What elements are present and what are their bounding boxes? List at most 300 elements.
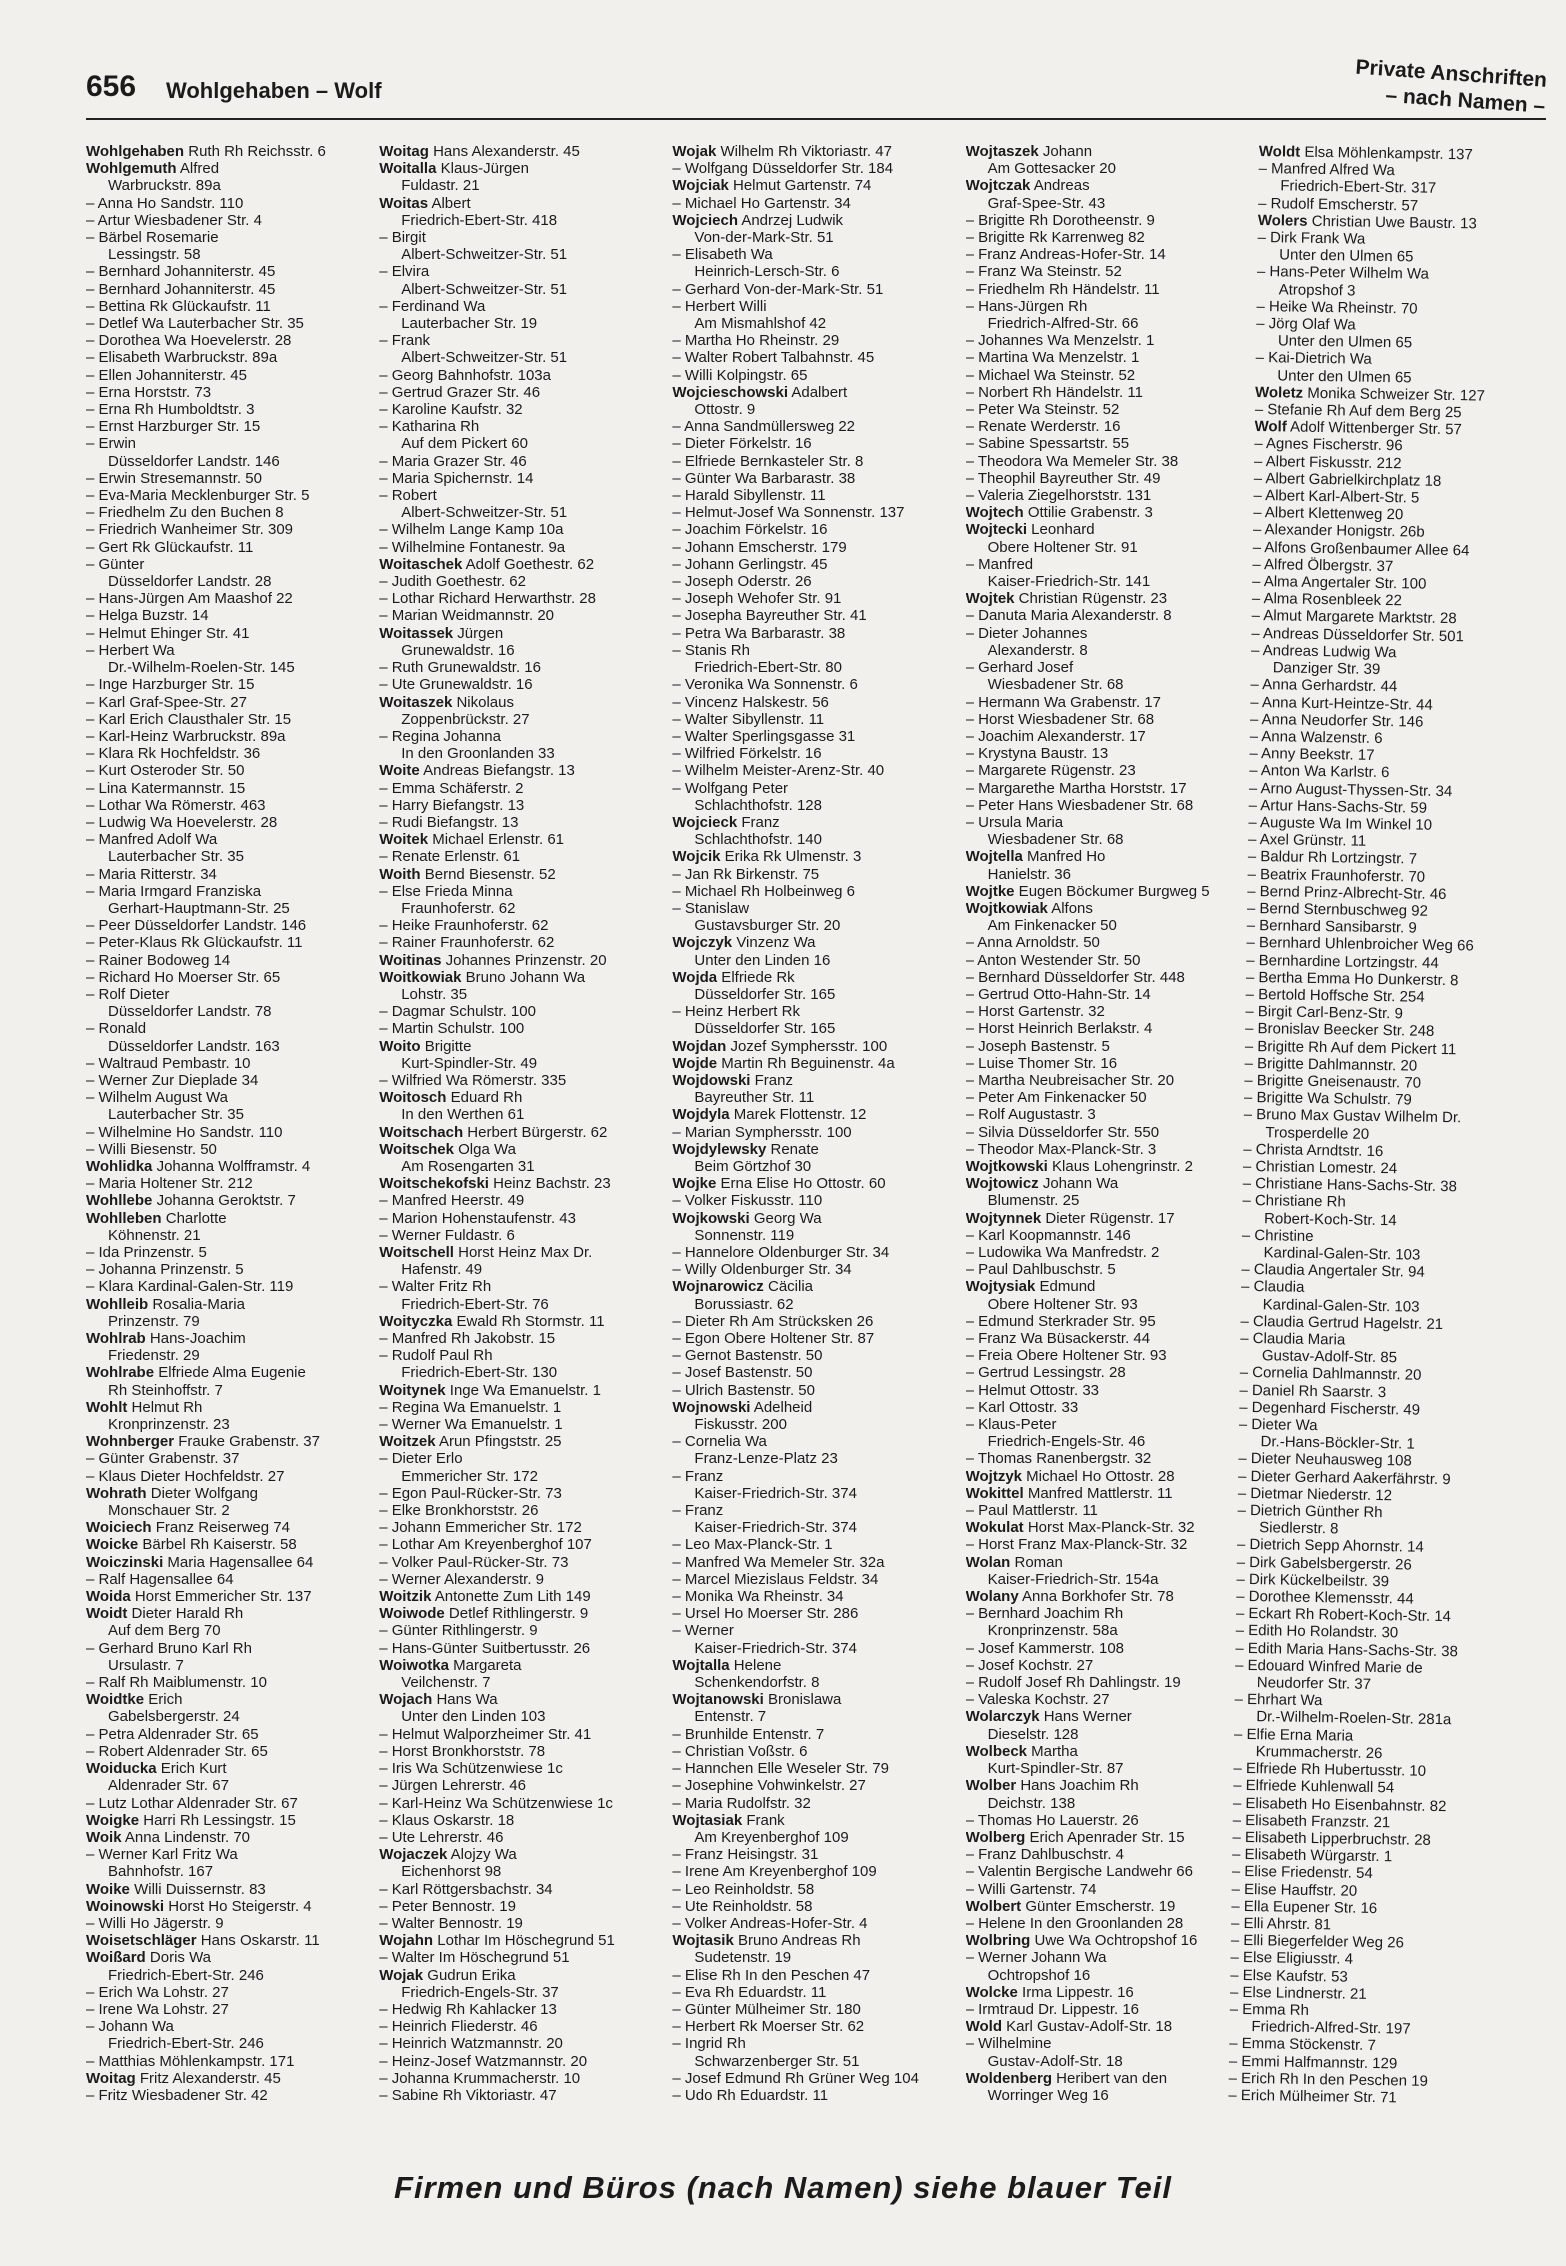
entry-text: – Daniel Rh Saarstr. 3	[1239, 1381, 1387, 1401]
entry-text: Erika Rk Ulmenstr. 3	[720, 848, 862, 866]
entry-surname: Wojciak	[672, 177, 729, 195]
entry-text: – Friedhelm Zu den Buchen 8	[86, 504, 284, 522]
directory-entry	[86, 349, 373, 366]
entry-text: Aldenrader Str. 67	[108, 1777, 229, 1795]
entry-surname: Wojdan	[672, 1037, 727, 1055]
directory-entry	[672, 556, 959, 573]
directory-entry	[672, 1915, 959, 1932]
entry-surname: Wojtke	[965, 882, 1015, 900]
directory-entry	[672, 349, 959, 366]
directory-entry	[379, 1743, 666, 1760]
entry-text: Margareta	[448, 1656, 522, 1674]
entry-text: – Horst Wiesbadener Str. 68	[965, 710, 1155, 728]
entry-text: – Claudia Gertrud Hagelstr. 21	[1240, 1312, 1444, 1333]
entry-text: – Erwin Stresemannstr. 50	[86, 469, 262, 487]
directory-entry	[379, 281, 666, 298]
entry-text: Helene	[729, 1656, 782, 1674]
entry-text: – Hedwig Rh Kahlacker 13	[379, 2000, 557, 2018]
section-title	[1353, 55, 1548, 120]
directory-entry	[672, 625, 959, 642]
directory-entry	[672, 2053, 959, 2070]
entry-text: – Petra Aldenrader Str. 65	[86, 1725, 259, 1743]
entry-text: – Bernhard Johanniterstr. 45	[86, 263, 276, 281]
directory-entry	[379, 1296, 666, 1313]
entry-text: – Elfriede Rh Hubertusstr. 10	[1233, 1759, 1426, 1780]
entry-text: – Regina Wa Emanuelstr. 1	[379, 1398, 562, 1416]
entry-text: – Erna Rh Humboldtstr. 3	[86, 401, 255, 419]
directory-entry	[86, 212, 373, 229]
entry-text: Hans Oskarstr. 11	[196, 1932, 320, 1950]
entry-text: Unter den Ulmen 65	[1277, 332, 1413, 352]
directory-entry	[86, 642, 373, 659]
entry-surname: Woinowski	[86, 1897, 165, 1915]
entry-surname: Wolbring	[965, 1932, 1031, 1950]
entry-text: Robert-Koch-Str. 14	[1263, 1209, 1397, 1229]
entry-text: – Dieter Förkelstr. 16	[672, 435, 812, 453]
directory-entry	[672, 1347, 959, 1364]
entry-text: – Dieter Rh Am Strücksken 26	[672, 1312, 874, 1330]
directory-entry	[86, 1691, 373, 1708]
directory-entry	[379, 1055, 666, 1072]
directory-entry	[966, 1468, 1253, 1485]
directory-entry	[672, 504, 959, 521]
entry-text: – Ehrhart Wa	[1234, 1691, 1323, 1710]
entry-text: – Valeria Ziegelhorststr. 131	[965, 487, 1152, 505]
entry-text: Helmut Rh	[127, 1398, 203, 1416]
entry-text: – Dirk Kückelbeilstr. 39	[1236, 1570, 1389, 1591]
directory-entry	[966, 1106, 1253, 1123]
entry-text: – Klaus Dieter Hochfeldstr. 27	[86, 1467, 285, 1485]
entry-text: Friedrich-Ebert-Str. 246	[108, 1966, 264, 1984]
entry-text: – Brunhilde Entenstr. 7	[672, 1725, 825, 1743]
entry-text: Charlotte	[161, 1209, 227, 1227]
entry-text: Lauterbacher Str. 19	[401, 315, 538, 333]
directory-entry	[966, 367, 1253, 384]
entry-text: – Wolfgang Düsseldorfer Str. 184	[672, 160, 894, 178]
entry-text: – Albert Karl-Albert-Str. 5	[1253, 487, 1420, 507]
entry-text: – Eva-Maria Mecklenburger Str. 5	[86, 487, 310, 505]
entry-text: – Dorothee Klemensstr. 44	[1235, 1587, 1414, 1608]
directory-entry	[1228, 2087, 1515, 2109]
directory-entry	[966, 1210, 1253, 1227]
directory-entry	[379, 367, 666, 384]
entry-text: – Michael Rh Holbeinweg 6	[672, 882, 856, 900]
entry-text: – Rainer Fraunhoferstr. 62	[379, 934, 555, 952]
directory-entry	[966, 1347, 1253, 1364]
entry-text: – Ruth Grunewaldstr. 16	[379, 659, 541, 677]
directory-entry	[86, 1468, 373, 1485]
entry-text: – Bernd Prinz-Albrecht-Str. 46	[1246, 882, 1447, 903]
directory-entry	[966, 1932, 1253, 1949]
entry-text: – Günter Mülheimer Str. 180	[672, 2000, 861, 2018]
entry-text: – Waltraud Pembastr. 10	[86, 1054, 251, 1072]
directory-entry	[966, 694, 1253, 711]
directory-entry	[672, 1399, 959, 1416]
directory-entry	[966, 573, 1253, 590]
entry-text: Am Kreyenberghof 109	[694, 1828, 849, 1846]
entry-text: – Friedrich Wanheimer Str. 309	[86, 521, 294, 539]
directory-entry	[966, 1089, 1253, 1106]
entry-text: – Bettina Rk Glückaufstr. 11	[86, 297, 271, 315]
directory-entry	[966, 1020, 1253, 1037]
directory-entry	[86, 1296, 373, 1313]
entry-text: Brigitte	[420, 1037, 472, 1055]
directory-entry	[672, 1038, 959, 1055]
entry-text: Jürgen	[453, 624, 504, 642]
directory-entry	[379, 1227, 666, 1244]
entry-text: – Heinz-Josef Watzmannstr. 20	[379, 2052, 588, 2070]
directory-entry	[966, 2035, 1253, 2052]
directory-entry	[672, 332, 959, 349]
entry-text: – Dieter Neuhausweg 108	[1238, 1450, 1412, 1470]
entry-text: Michael Ho Ottostr. 28	[1022, 1467, 1175, 1485]
entry-text: – Horst Franz Max-Planck-Str. 32	[965, 1536, 1188, 1554]
entry-text: – Helene In den Groonlanden 28	[965, 1914, 1184, 1932]
directory-entry	[966, 1450, 1253, 1467]
entry-text: – Hannelore Oldenburger Str. 34	[672, 1244, 890, 1261]
directory-entry	[379, 1141, 666, 1158]
directory-entry	[672, 1708, 959, 1725]
entry-text: – Brigitte Rh Auf dem Pickert 11	[1244, 1037, 1457, 1058]
entry-text: Harri Rh Lessingstr. 15	[139, 1811, 296, 1829]
directory-entry	[379, 1898, 666, 1915]
directory-entry	[966, 1382, 1253, 1399]
entry-text: Vinzenz Wa	[732, 934, 816, 952]
entry-text: – Josephine Vohwinkelstr. 27	[672, 1777, 866, 1795]
entry-text: Friedrich-Engels-Str. 37	[401, 1983, 559, 2001]
entry-surname: Woiwotka	[379, 1656, 449, 1674]
entry-text: Frauke Grabenstr. 37	[174, 1433, 320, 1451]
directory-entry	[672, 487, 959, 504]
entry-text: Erna Elise Ho Ottostr. 60	[716, 1175, 886, 1193]
entry-text: – Maria Ritterstr. 34	[86, 865, 217, 883]
entry-surname: Woitkowiak	[379, 968, 462, 986]
entry-text: – Dietrich Sepp Ahornstr. 14	[1236, 1536, 1424, 1557]
directory-entry	[379, 1846, 666, 1863]
header-rule	[86, 118, 1546, 120]
entry-surname: Wojke	[672, 1175, 717, 1193]
directory-entry	[379, 1726, 666, 1743]
entry-surname: Wojtella	[965, 848, 1023, 866]
entry-text: – Bertold Hoffsche Str. 254	[1245, 985, 1425, 1006]
directory-entry	[379, 332, 666, 349]
entry-surname: Wohnberger	[86, 1433, 175, 1451]
directory-entry	[86, 315, 373, 332]
directory-entry	[966, 263, 1253, 280]
entry-text: Christian Uwe Baustr. 13	[1307, 212, 1477, 233]
entry-text: – Josef Bastenstr. 50	[672, 1364, 813, 1382]
entry-text: – Paul Dahlbuschstr. 5	[965, 1261, 1116, 1279]
entry-text: – Volker Andreas-Hofer-Str. 4	[672, 1914, 868, 1932]
entry-text: – Franz Wa Büsackerstr. 44	[965, 1330, 1151, 1348]
directory-entry	[86, 1554, 373, 1571]
directory-entry	[966, 1416, 1253, 1433]
entry-text: – Dieter Gerhard Aakerfährstr. 9	[1237, 1467, 1451, 1488]
directory-entry	[379, 1829, 666, 1846]
entry-text: Andreas Biefangstr. 13	[419, 762, 575, 780]
entry-text: Eugen Böckumer Burgweg 5	[1014, 882, 1210, 900]
entry-text: – Auguste Wa Im Winkel 10	[1248, 813, 1432, 834]
directory-entry	[379, 349, 666, 366]
directory-entry	[86, 694, 373, 711]
entry-text: – Josef Kochstr. 27	[965, 1656, 1094, 1674]
directory-column-3	[672, 143, 959, 2143]
directory-entry	[672, 900, 959, 917]
entry-text: Gustavsburger Str. 20	[694, 917, 841, 935]
directory-entry	[86, 1106, 373, 1123]
entry-text: – Johann Gerlingstr. 45	[672, 555, 828, 573]
directory-entry	[966, 1726, 1253, 1743]
directory-entry	[966, 1967, 1253, 1984]
entry-text: – Heinrich Fliederstr. 46	[379, 2018, 538, 2036]
directory-entry	[672, 1175, 959, 1192]
entry-surname: Wojda	[672, 968, 718, 986]
directory-entry	[379, 1536, 666, 1553]
directory-entry	[86, 160, 373, 177]
directory-entry	[672, 1984, 959, 2001]
entry-text: Bruno Andreas Rh	[733, 1932, 861, 1950]
directory-entry	[86, 332, 373, 349]
entry-text: – Walter Robert Talbahnstr. 45	[672, 349, 875, 367]
entry-text: Düsseldorfer Str. 165	[694, 985, 836, 1003]
directory-entry	[379, 2035, 666, 2052]
directory-entry	[672, 401, 959, 418]
entry-text: Elfriede Rk	[717, 968, 795, 986]
entry-text: Auf dem Pickert 60	[401, 435, 528, 453]
entry-surname: Wojdylewsky	[672, 1140, 767, 1158]
directory-entry	[672, 814, 959, 831]
entry-surname: Wojtysiak	[965, 1278, 1036, 1296]
directory-entry	[966, 1072, 1253, 1089]
entry-text: Heinrich-Lersch-Str. 6	[694, 263, 840, 281]
entry-text: – Heinz Herbert Rk	[672, 1003, 800, 1021]
entry-surname: Wohlleib	[86, 1295, 149, 1313]
entry-text: Eichenhorst 98	[401, 1863, 502, 1881]
directory-entry	[379, 762, 666, 779]
directory-entry	[86, 229, 373, 246]
directory-entry	[379, 1984, 666, 2001]
entry-text: – Hermann Wa Grabenstr. 17	[965, 693, 1161, 711]
directory-entry	[379, 900, 666, 917]
entry-surname: Woitek	[379, 831, 429, 849]
directory-entry	[86, 986, 373, 1003]
entry-text: Edmund	[1035, 1278, 1096, 1296]
directory-entry	[672, 1330, 959, 1347]
entry-surname: Wojtczak	[965, 177, 1031, 195]
directory-entry	[379, 1915, 666, 1932]
entry-text: Trosperdelle 20	[1265, 1123, 1370, 1143]
entry-surname: Wolan	[965, 1553, 1011, 1571]
directory-entry	[672, 676, 959, 693]
entry-text: – Volker Fiskusstr. 110	[672, 1192, 823, 1210]
directory-entry	[672, 1227, 959, 1244]
directory-entry	[966, 521, 1253, 538]
directory-entry	[672, 315, 959, 332]
directory-entry	[379, 814, 666, 831]
entry-surname: Wojaczek	[379, 1846, 448, 1864]
entry-text: – Peter Wa Steinstr. 52	[965, 401, 1120, 419]
directory-entry	[86, 1278, 373, 1295]
directory-entry	[966, 934, 1253, 951]
entry-text: – Joachim Alexanderstr. 17	[965, 727, 1146, 745]
entry-text: – Günter Rithlingerstr. 9	[379, 1622, 538, 1640]
directory-entry	[966, 883, 1253, 900]
entry-text: Erich Kurt	[156, 1760, 227, 1778]
directory-entry	[86, 590, 373, 607]
directory-entry	[966, 1674, 1253, 1691]
entry-text: – Birgit Carl-Benz-Str. 9	[1245, 1003, 1403, 1023]
entry-text: Franz Reiserweg 74	[151, 1519, 290, 1537]
directory-entry	[379, 1347, 666, 1364]
directory-entry	[86, 1622, 373, 1639]
directory-entry	[86, 1519, 373, 1536]
entry-surname: Wohlt	[86, 1398, 128, 1416]
directory-entry	[86, 1846, 373, 1863]
entry-surname: Wolany	[965, 1588, 1019, 1606]
entry-text: – Elisabeth Würgarstr. 1	[1231, 1845, 1393, 1866]
directory-entry	[86, 1829, 373, 1846]
directory-entry	[86, 1743, 373, 1760]
entry-text: Emmericher Str. 172	[401, 1467, 538, 1485]
entry-text: – Wilfried Wa Römerstr. 335	[379, 1071, 567, 1089]
directory-entry	[86, 1313, 373, 1330]
directory-entry	[379, 1502, 666, 1519]
entry-surname: Woitschek	[379, 1140, 454, 1158]
entry-text: – Martin Schulstr. 100	[379, 1020, 525, 1038]
entry-text: – Christian Lomestr. 24	[1242, 1157, 1398, 1178]
directory-entry	[672, 1072, 959, 1089]
entry-text: – Helmut Ottostr. 33	[965, 1381, 1099, 1399]
entry-text: Alfred	[176, 160, 220, 178]
entry-text: Horst Emmericher Str. 137	[130, 1588, 312, 1606]
directory-entry	[966, 1485, 1253, 1502]
directory-entry	[86, 1726, 373, 1743]
entry-text: – Marcel Miezislaus Feldstr. 34	[672, 1570, 879, 1588]
entry-text: – Lina Katermannstr. 15	[86, 779, 246, 797]
directory-entry	[86, 1433, 373, 1450]
entry-text: Schlachthofstr. 128	[694, 796, 822, 814]
directory-entry	[966, 1640, 1253, 1657]
directory-entry	[379, 831, 666, 848]
directory-entry	[379, 315, 666, 332]
entry-text: – Petra Wa Barbarastr. 38	[672, 624, 846, 642]
directory-entry	[966, 246, 1253, 263]
entry-text: – Lothar Am Kreyenberghof 107	[379, 1536, 592, 1554]
entry-text: – Thomas Ho Lauerstr. 26	[965, 1811, 1139, 1829]
entry-text: Horst Heinz Max Dr.	[453, 1244, 593, 1261]
entry-text: – Klara Rk Hochfeldstr. 36	[86, 745, 261, 763]
directory-entry	[672, 229, 959, 246]
directory-entry	[86, 2018, 373, 2035]
entry-text: – Bronislav Beecker Str. 248	[1244, 1020, 1435, 1041]
entry-text: – Gerhard Josef	[965, 659, 1074, 677]
directory-entry	[966, 1743, 1253, 1760]
directory-entry	[672, 1141, 959, 1158]
directory-entry	[672, 1485, 959, 1502]
directory-entry	[379, 1881, 666, 1898]
entry-text: – Kai-Dietrich Wa	[1255, 349, 1372, 369]
entry-text: – Joseph Bastenstr. 5	[965, 1037, 1110, 1055]
entry-text: – Karl-Heinz Warbruckstr. 89a	[86, 727, 286, 745]
entry-text: – Johannes Wa Menzelstr. 1	[965, 332, 1155, 350]
entry-text: Herbert Bürgerstr. 62	[463, 1123, 608, 1141]
directory-entry	[379, 2053, 666, 2070]
directory-entry	[672, 1863, 959, 1880]
entry-text: – Cornelia Dahlmannstr. 20	[1239, 1364, 1422, 1385]
entry-text: – Sabine Spessartstr. 55	[965, 435, 1130, 453]
entry-text: Michael Erlenstr. 61	[428, 831, 565, 849]
entry-text: Hans Joachim Rh	[1016, 1777, 1139, 1795]
directory-entry	[379, 1433, 666, 1450]
entry-text: – Theodor Max-Planck-Str. 3	[965, 1140, 1157, 1158]
directory-entry	[379, 160, 666, 177]
entry-text: – Hans-Jürgen Rh	[965, 297, 1088, 315]
directory-entry	[672, 195, 959, 212]
directory-entry	[86, 711, 373, 728]
entry-text: Manfred Mattlerstr. 11	[1023, 1484, 1173, 1502]
directory-entry	[966, 780, 1253, 797]
entry-text: – Anna Arnoldstr. 50	[965, 934, 1100, 952]
entry-text: Franz-Lenze-Platz 23	[694, 1450, 838, 1468]
directory-entry	[672, 1278, 959, 1295]
entry-surname: Woitynek	[379, 1381, 446, 1399]
entry-surname: Woik	[86, 1828, 122, 1846]
entry-text: Alojzy Wa	[447, 1846, 517, 1864]
entry-text: Adolf Wittenberger Str. 57	[1286, 418, 1462, 439]
entry-text: Wiesbadener Str. 68	[987, 831, 1124, 849]
directory-entry	[86, 1932, 373, 1949]
directory-entry	[86, 143, 373, 160]
directory-entry	[86, 1777, 373, 1794]
entry-text: – Brigitte Dahlmannstr. 20	[1244, 1054, 1418, 1075]
directory-entry	[672, 659, 959, 676]
section-title-line1: Private Anschriften	[1355, 55, 1548, 92]
directory-entry	[966, 556, 1253, 573]
entry-surname: Wojtowicz	[965, 1175, 1039, 1193]
entry-text: – Edmund Sterkrader Str. 95	[965, 1312, 1156, 1330]
directory-entry	[672, 1691, 959, 1708]
entry-text: Heribert van den	[1052, 2069, 1168, 2087]
entry-text: – Irene Am Kreyenberghof 109	[672, 1863, 877, 1881]
entry-surname: Wojtanowski	[672, 1691, 764, 1709]
entry-text: Alfons	[1047, 899, 1093, 917]
entry-text: Karl Gustav-Adolf-Str. 18	[1002, 2018, 1173, 2036]
entry-text: – Alexander Honigstr. 26b	[1252, 521, 1425, 542]
entry-text: – Karl-Heinz Wa Schützenwiese 1c	[379, 1794, 613, 1812]
directory-entry	[966, 212, 1253, 229]
entry-text: – Birgit	[379, 229, 426, 247]
entry-text: – Peer Düsseldorfer Landstr. 146	[86, 917, 307, 935]
entry-text: – Renate Erlenstr. 61	[379, 848, 521, 866]
entry-text: – Rudolf Emscherstr. 57	[1257, 194, 1419, 215]
directory-entry	[966, 969, 1253, 986]
entry-text: – Josepha Bayreuther Str. 41	[672, 607, 867, 625]
entry-text: – Alma Angertaler Str. 100	[1251, 573, 1427, 593]
directory-entry	[966, 1227, 1253, 1244]
directory-entry	[379, 866, 666, 883]
entry-surname: Wolers	[1257, 211, 1308, 230]
directory-entry	[966, 1829, 1253, 1846]
entry-text: Olga Wa	[453, 1140, 516, 1158]
entry-text: Klaus-Jürgen	[436, 160, 529, 178]
directory-entry	[672, 1313, 959, 1330]
entry-text: Fraunhoferstr. 62	[401, 899, 516, 917]
entry-text: Friedrich-Ebert-Str. 418	[401, 211, 558, 229]
directory-entry	[86, 435, 373, 452]
entry-text: – Regina Johanna	[379, 727, 501, 745]
entry-text: – Christiane Rh	[1242, 1192, 1346, 1211]
entry-surname: Woitosch	[379, 1089, 447, 1107]
